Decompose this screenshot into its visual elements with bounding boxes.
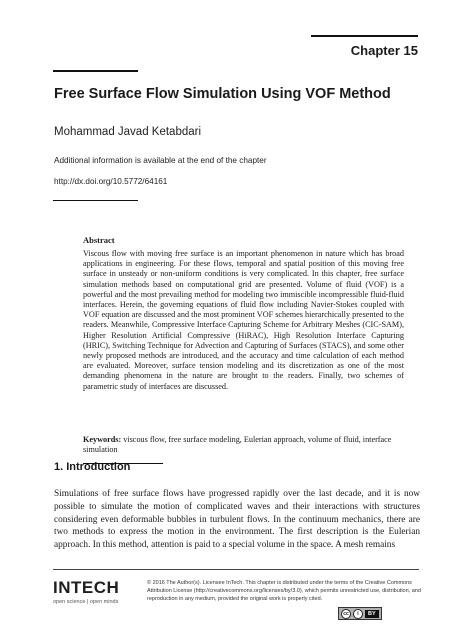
chapter-title: Free Surface Flow Simulation Using VOF Method [54, 86, 391, 102]
intech-logo [53, 578, 137, 605]
title-rule [53, 70, 138, 72]
chapter-label: Chapter 15 [350, 43, 418, 58]
doi-rule [53, 200, 138, 201]
by-label: BY [365, 610, 379, 618]
introduction-body: Simulations of free surface flows have progressed rapidly over the last decade, and it is now possible to simulate the motion of complicated waves and their interactions with structures considering even deformable bubbles in turbulent flows. In the continuum mechanics, there are two methods to express the motion in the environment. The first description is the Eulerian approach. In this method, attention is paid to a special volume in the space. A mesh remains [54, 489, 420, 551]
keywords-label: Keywords: [83, 435, 122, 444]
chapter-rule [311, 35, 418, 37]
license-text: © 2016 The Author(s). Licensee InTech. This chapter is distributed under the terms of the Creative Commons Attribution License (http://creativecommons.org/licenses/by/3.0), which permits unrestricted use, distribution, and reproduction in any medium, provided the original work is properly cited. [147, 580, 421, 602]
cc-by-badge [338, 607, 382, 620]
additional-info: Additional information is available at the end of the chapter [54, 156, 267, 165]
footer-rule [53, 569, 419, 570]
logo-tagline: open science | open minds [53, 599, 119, 605]
cc-icon: cc [341, 609, 351, 619]
abstract-body: Viscous flow with moving free surface is an important phenomenon in nature which has broad applications in engineering. For these flows, temporal and spatial position of this moving free surface in unsteady or non-uniform conditions is very complicated. In this chapter, free surface simulation methods based on computational grid are presented. Volume of fluid (VOF) is a powerful and the most prevailing method for modeling two immiscible incompressible fluid-fluid interfaces. Herein, the governing equations of fluid flow including Navier-Stokes coupled with VOF equation are discussed and the most prominent VOF schemes hierarchically presented to the readers. Meanwhile, Compressive Interface Capturing Scheme for Arbitrary Meshes (CIC-SAM), Higher Resolution Artificial Compressive (HiRAC), High Resolution Interface Capturing (HRIC), Switching Technique for Advection and Capturing of Surfaces (STACS), and some other newly proposed methods are introduced, and the accuracy and time calculation of each method are evaluated. Moreover, surface tension modeling and its discretization as one of the most demanding phenomena in the nature are brought to the readers. Finally, two schemes of parametric study of interfaces are discussed. [83, 249, 404, 391]
author-name: Mohammad Javad Ketabdari [54, 126, 202, 138]
attribution-icon: i [353, 609, 363, 619]
logo-wordmark: INTECH [53, 578, 120, 597]
section-heading-introduction: 1. Introduction [54, 461, 131, 473]
keywords [83, 435, 404, 455]
abstract-heading: Abstract [83, 235, 115, 245]
keywords-text: viscous flow, free surface modeling, Eulerian approach, volume of fluid, interface simulation [83, 435, 392, 455]
doi-link[interactable]: http://dx.doi.org/10.5772/64161 [54, 177, 168, 186]
